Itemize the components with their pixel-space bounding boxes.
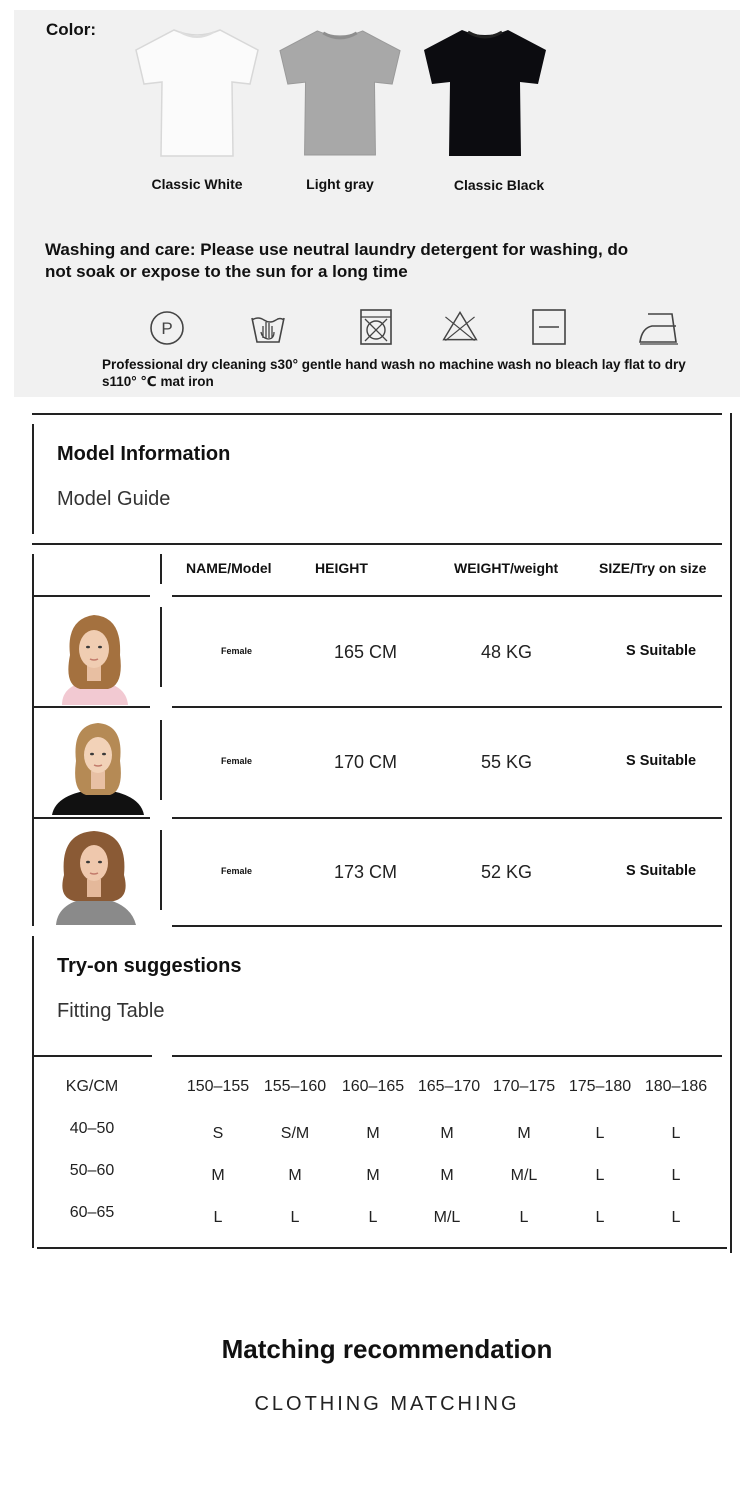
fitting-cell: L [519,1209,529,1226]
fitting-cell: M [288,1167,302,1184]
divider [37,1247,727,1249]
fitting-height-header: 160–165 [341,1078,405,1095]
lay-flat-dry-icon [529,307,569,347]
fitting-cell: L [595,1125,605,1142]
divider [160,720,162,800]
fitting-cell: L [671,1209,681,1226]
fitting-cell: M [211,1167,225,1184]
divider [160,830,162,910]
fitting-cell: M [517,1125,531,1142]
no-machine-wash-icon [356,307,396,347]
divider [160,554,162,584]
divider [32,936,34,1248]
fitting-cell: M/L [510,1167,538,1184]
fitting-cell: L [213,1209,223,1226]
model-info-subtitle: Model Guide [57,488,171,510]
model-weight: 55 KG [481,752,533,772]
fitting-cell: S/M [280,1125,310,1142]
care-text-line1: Washing and care: Please use neutral laundry detergent for washing, do [45,240,629,259]
model-name: Female [221,646,253,656]
fitting-cell: M [440,1167,454,1184]
divider [32,706,150,708]
model-size: S Suitable [626,863,697,879]
column-header-weight: WEIGHT/weight [454,560,559,576]
fitting-height-header: 170–175 [492,1078,556,1095]
column-header-size: SIZE/Try on size [599,560,707,576]
care-labels-line2: s110° ℃ mat iron [102,374,214,389]
fitting-cell: L [671,1125,681,1142]
divider [172,706,722,708]
fitting-cell: L [671,1167,681,1184]
svg-text:P: P [161,319,173,338]
white-tshirt-icon[interactable] [132,26,262,160]
fitting-cell: M [366,1167,380,1184]
fitting-weight-row-label: 50–60 [69,1162,115,1179]
divider [172,817,722,819]
column-header-name: NAME/Model [186,560,272,576]
divider [172,925,722,927]
fitting-cell: M [366,1125,380,1142]
model-height: 170 CM [334,752,398,772]
dry-clean-p-icon [147,308,187,348]
divider [32,817,150,819]
divider [730,413,732,1253]
model-name: Female [221,866,253,876]
divider [32,543,722,545]
hand-wash-icon [248,308,288,348]
fitting-cell: L [368,1209,378,1226]
fitting-cell: L [290,1209,300,1226]
fitting-weight-row-label: 60–65 [69,1204,115,1221]
matching-title: Matching recommendation [221,1334,553,1364]
divider [32,595,150,597]
model-photo-2 [48,715,148,815]
divider [172,1055,722,1057]
divider [32,1055,152,1057]
care-labels-line1: Professional dry cleaning s30° gentle hand wash no machine wash no bleach lay flat to dry [102,357,686,372]
model-info-title: Model Information [57,443,231,465]
fitting-cell: S [212,1125,224,1142]
fitting-cell: M/L [433,1209,461,1226]
fitting-height-header: 165–170 [417,1078,481,1095]
fitting-cell: M [440,1125,454,1142]
fitting-title: Try-on suggestions [57,955,242,977]
swatch-label-black: Classic Black [453,177,545,193]
model-weight: 52 KG [481,862,533,882]
fitting-cell: L [595,1167,605,1184]
model-photo-3 [44,825,144,925]
divider [32,554,34,926]
fitting-cell: L [595,1209,605,1226]
model-photo-1 [44,605,144,705]
fitting-height-header: 175–180 [568,1078,632,1095]
column-header-height: HEIGHT [315,560,368,576]
divider [32,424,34,534]
model-size: S Suitable [626,753,697,769]
color-heading: Color: [46,20,97,39]
fitting-subtitle: Fitting Table [57,1000,165,1022]
fitting-corner-label: KG/CM [65,1078,119,1095]
swatch-label-white: Classic White [151,176,243,192]
model-height: 173 CM [334,862,398,882]
iron-icon [636,308,682,348]
model-name: Female [221,756,253,766]
fitting-height-header: 150–155 [186,1078,250,1095]
no-bleach-icon [440,306,480,346]
divider [172,595,722,597]
fitting-height-header: 180–186 [644,1078,708,1095]
care-text-line2: not soak or expose to the sun for a long time [45,262,408,281]
model-weight: 48 KG [481,642,533,662]
model-size: S Suitable [626,643,697,659]
matching-subtitle: CLOTHING MATCHING [254,1393,520,1415]
fitting-weight-row-label: 40–50 [69,1120,115,1137]
gray-tshirt-icon[interactable] [276,26,404,160]
divider [32,413,722,415]
fitting-height-header: 155–160 [263,1078,327,1095]
divider [160,607,162,687]
swatch-label-gray: Light gray [306,176,374,192]
model-height: 165 CM [334,642,398,662]
black-tshirt-icon[interactable] [420,26,550,160]
